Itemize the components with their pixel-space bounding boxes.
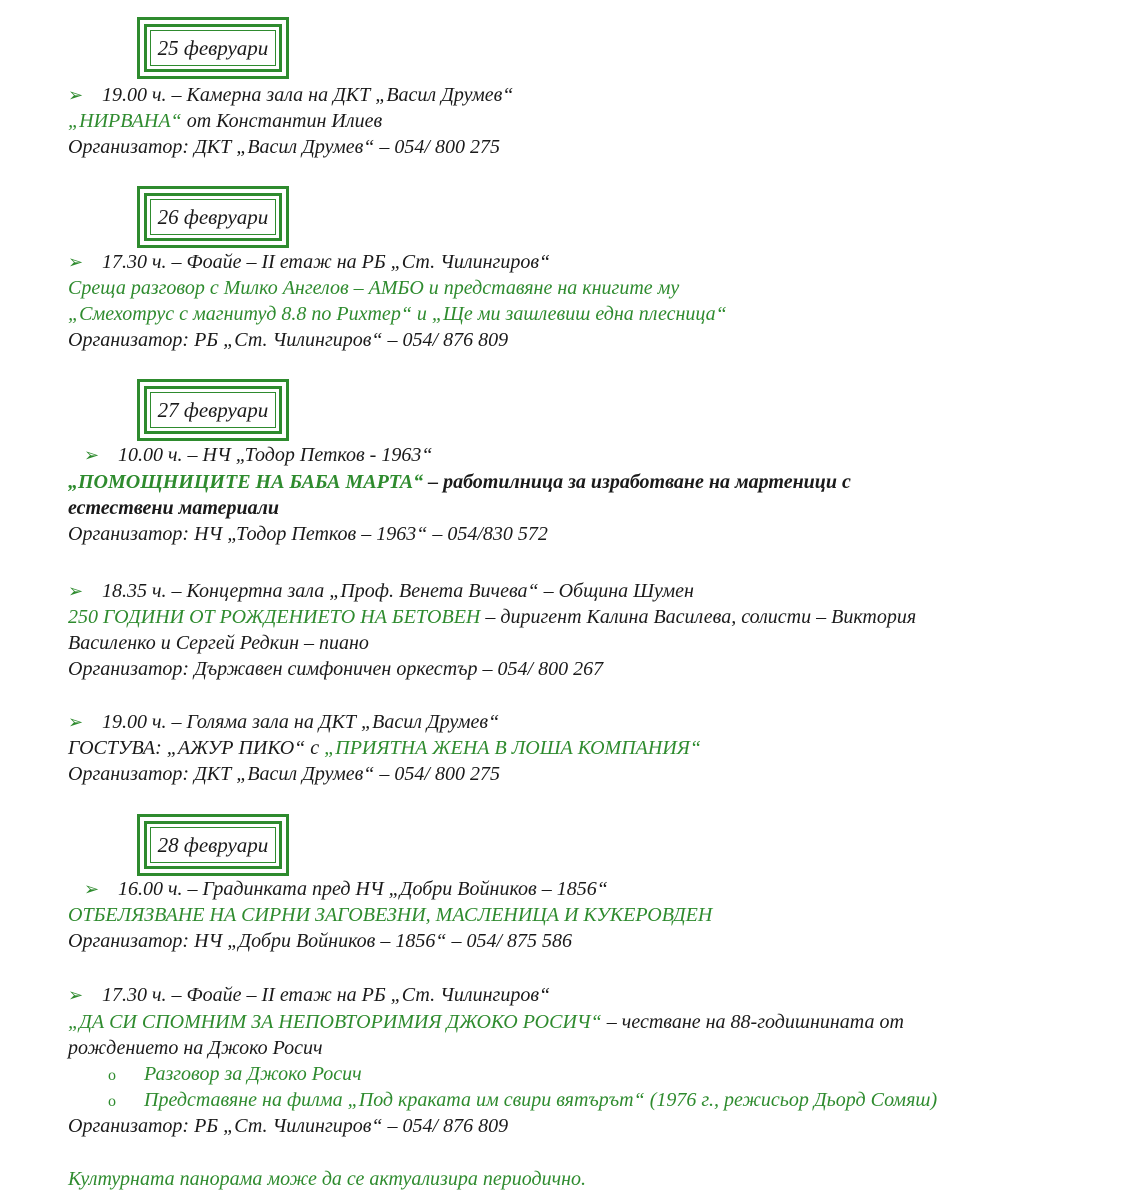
circle-bullet-icon: o (108, 1067, 116, 1084)
event-organizer: Организатор: РБ „Ст. Чилингиров“ – 054/ 876 809 (68, 329, 509, 351)
event-time: ➢ 18.35 ч. – Концертна зала „Проф. Венета Вичева“ – Община Шумен (68, 580, 694, 602)
event-title: ГОСТУВА: „АЖУР ПИКО“ с „ПРИЯТНА ЖЕНА В ЛОША КОМПАНИЯ“ (68, 737, 702, 759)
event-time: ➢ 10.00 ч. – НЧ „Тодор Петков - 1963“ (84, 444, 433, 466)
circle-bullet-icon: o (108, 1093, 116, 1110)
event-time: ➢ 16.00 ч. – Градинката пред НЧ „Добри Войников – 1856“ (84, 878, 608, 900)
event-title: ОТБЕЛЯЗВАНЕ НА СИРНИ ЗАГОВЕЗНИ, МАСЛЕНИЦА И КУКЕРОВДЕН (68, 904, 713, 926)
event-title-continued: естествени материали (68, 497, 280, 519)
event-organizer: Организатор: НЧ „Добри Войников – 1856“ – 054/ 875 586 (68, 930, 573, 952)
date-label: 26 февруари (150, 199, 276, 235)
event-organizer: Организатор: РБ „Ст. Чилингиров“ – 054/ 876 809 (68, 1115, 509, 1137)
list-item: o Представяне на филма „Под краката им свири вятърът“ (1976 г., режисьор Дьорд Сомяш) (108, 1087, 937, 1115)
event-time: ➢ 17.30 ч. – Фоайе – II етаж на РБ „Ст. Чилингиров“ (68, 984, 551, 1006)
arrow-bullet-icon: ➢ (84, 445, 100, 465)
date-box (137, 814, 289, 876)
event-title: „Смехотрус с магнитуд 8.8 по Рихтер“ и „Ще ми зашлевиш една плесница“ (68, 303, 727, 325)
date-label: 27 февруари (150, 392, 276, 428)
event-title: „ПОМОЩНИЦИТЕ НА БАБА МАРТА“ – работилница за изработване на мартеници с (68, 471, 851, 493)
date-box (137, 379, 289, 441)
date-label: 28 февруари (150, 827, 276, 863)
event-title: Среща разговор с Милко Ангелов – АМБО и представяне на книгите му (68, 277, 680, 299)
date-box (137, 186, 289, 248)
event-organizer: Организатор: ДКТ „Васил Друмев“ – 054/ 800 275 (68, 763, 500, 785)
event-organizer: Организатор: НЧ „Тодор Петков – 1963“ – 054/830 572 (68, 523, 548, 545)
event-title: 250 ГОДИНИ ОТ РОЖДЕНИЕТО НА БЕТОВЕН – диригент Калина Василева, солисти – Виктория (68, 606, 917, 628)
arrow-bullet-icon: ➢ (84, 879, 100, 899)
event-time: ➢ 19.00 ч. – Камерна зала на ДКТ „Васил Друмев“ (68, 84, 514, 106)
arrow-bullet-icon: ➢ (68, 581, 84, 601)
event-title: „ДА СИ СПОМНИМ ЗА НЕПОВТОРИМИЯ ДЖОКО РОСИЧ“ – честване на 88-годишнината от (68, 1011, 904, 1033)
list-item: o Разговор за Джоко Росич (108, 1061, 362, 1089)
arrow-bullet-icon: ➢ (68, 252, 84, 272)
event-title: „НИРВАНА“ от Константин Илиев (68, 110, 383, 132)
event-organizer: Организатор: ДКТ „Васил Друмев“ – 054/ 800 275 (68, 136, 500, 158)
event-organizer: Организатор: Държавен симфоничен оркестър – 054/ 800 267 (68, 658, 604, 680)
arrow-bullet-icon: ➢ (68, 985, 84, 1005)
event-title-continued: Василенко и Сергей Редкин – пиано (68, 632, 369, 654)
event-time: ➢ 17.30 ч. – Фоайе – II етаж на РБ „Ст. Чилингиров“ (68, 251, 551, 273)
event-title-continued: рождението на Джоко Росич (68, 1037, 323, 1059)
event-time: ➢ 19.00 ч. – Голяма зала на ДКТ „Васил Друмев“ (68, 711, 500, 733)
arrow-bullet-icon: ➢ (68, 712, 84, 732)
date-box (137, 17, 289, 79)
footer-note: Културната панорама може да се актуализира периодично. (68, 1168, 587, 1190)
date-label: 25 февруари (150, 30, 276, 66)
arrow-bullet-icon: ➢ (68, 85, 84, 105)
